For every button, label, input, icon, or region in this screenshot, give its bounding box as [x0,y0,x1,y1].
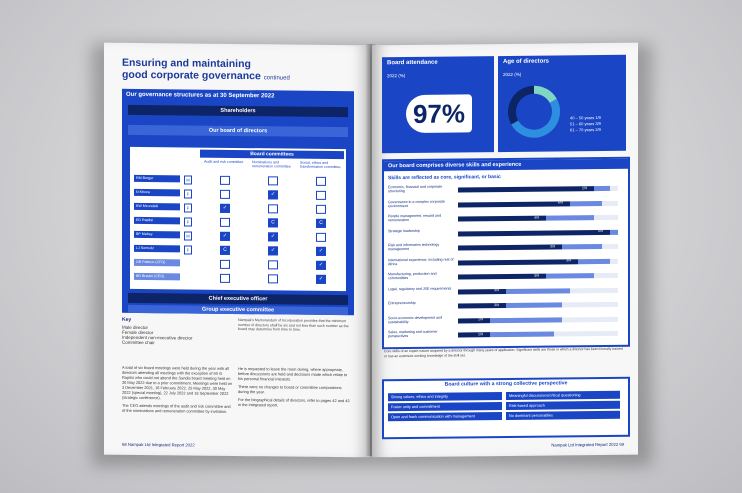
board-of-directors-bar: Our board of directors [128,125,348,137]
skill-value-label: 1/9 [478,331,483,336]
body-paragraph: The CEO attends meetings of the audit and risk committee and of the nominations and remuneration committee by invitation. [122,402,231,414]
skills-panel [382,157,630,350]
col-nominations: Nominations and remuneration committee [252,160,291,169]
director-name: BR Bravim (CEO) [134,273,180,280]
skill-name: Sales, marketing and customer perspectives [388,329,438,339]
attendance-heading: Board attendance [387,59,438,67]
skill-bar-track [458,287,618,294]
skill-row [388,270,620,284]
skill-row [388,226,620,240]
skill-core-bar [458,259,578,265]
skill-row [388,255,620,269]
gender-tag: M [184,175,192,184]
committee-cell [268,204,278,213]
skill-significant-bar [610,229,618,234]
body-paragraph: He is requested to leave the room during, where appropriate, before discussions are held and decisions made which relate to his personal financial interests. [238,366,348,382]
body-paragraph: A total of six board meetings were held during the year with all directors attending all meetings with the exception of Mr G Rapitsi who could not attend the Sandia board meeting held on 30 May 2022 due to a prior commitment. Meetings were held on 3 December 2021, 16 February 2022, 25 May 2022, 30 May 2022 (special meeting), 22 July 2022 and 18 September 2022 (strategic conference). [122,364,233,401]
gender-tag: F [184,203,192,212]
director-name: RM Burger [134,175,180,182]
skill-name: Economic, financial and corporate structuring [388,184,443,194]
age-slice [512,90,534,123]
footer-text: Nampak Ltd Integrated Report 2022 [551,441,619,448]
director-row [134,259,342,269]
skill-bar-track [458,258,618,265]
board-attendance-card [382,56,494,153]
committee-cell: ✓ [268,232,278,241]
skill-significant-bar [546,215,594,221]
skill-name: Strategic leadership [388,228,420,233]
attendance-value: 97% [406,94,472,133]
skill-name: Manufacturing, production and commodities [388,271,437,281]
skill-bar-track [458,302,618,309]
skill-core-bar [458,274,546,280]
skill-row [388,328,620,342]
left-footer [122,442,195,448]
age-slice [534,89,553,101]
director-row [134,245,342,255]
committee-cell [316,233,326,242]
key-item: Male director [122,324,149,331]
skill-significant-bar [490,317,562,323]
skill-significant-bar [594,186,610,191]
skill-value-label: 3/9 [550,243,555,249]
committee-cell [316,205,326,214]
structure-heading: Our governance structures as at 30 September 2022 [126,91,275,100]
culture-item: Risk-based approach [506,401,620,410]
skill-name: Entrepreneurship [388,300,416,306]
skill-row [388,241,620,255]
age-slice [515,101,556,134]
board-culture-panel [382,377,630,440]
skill-significant-bar [546,273,594,279]
skill-value-label: 2/9 [582,185,587,190]
governance-structure-panel [122,89,354,315]
skill-bar-track [458,316,618,323]
gender-tag: F [184,189,192,198]
skill-core-bar [458,216,546,222]
body-column-1 [122,365,234,414]
skill-significant-bar [578,258,610,263]
skill-value-label: 3/9 [534,273,539,278]
shareholders-bar: Shareholders [128,105,348,117]
skill-value-label: 6/9 [558,200,563,205]
skill-row [388,313,620,327]
key-heading: Key [122,316,132,323]
skill-significant-bar [490,331,554,337]
age-legend [570,115,601,133]
skill-value-label: 3/9 [494,288,499,293]
key-item: Independent non-executive director [122,334,193,341]
page-number: 69 [619,441,624,447]
skill-bar-track [458,244,618,251]
key-item: Female director [122,329,154,336]
committee-cell: ✓ [268,246,278,255]
age-heading: Age of directors [503,58,550,66]
committee-cell [220,190,230,199]
committee-cell [268,260,278,269]
culture-item: No dominant personalities [506,411,620,420]
col-audit: Audit and risk committee [204,159,244,165]
director-row [134,217,342,227]
committee-cell [220,260,230,269]
skill-row [388,212,620,226]
skills-legend: Skills are reflected as core, significant, or basic [388,174,501,182]
committee-cell: C [268,218,278,227]
skill-name: International experience, including rest of Africa [388,257,454,266]
footnote-text: Nampak's Memorandum of Incorporation provides that the minimum number of directors shall be six and not less than such number as the board may determine from time to time. [238,318,349,332]
committee-cell: ✓ [220,204,230,213]
committee-cell [268,274,278,283]
board-committee-table [130,147,346,291]
director-row [134,203,342,213]
director-name: KW Mzondeki [134,203,180,210]
right-page [372,43,638,458]
skill-row [388,299,620,313]
skills-footnote: Core skills of an expert nature acquired by a director through many years of application. Significant skills are those in which a director has been formally trained or has an extensive working knowledge of the skill set. [384,346,623,358]
committee-cell: C [220,246,230,255]
age-legend-item: 40 – 50 years 1/9 [570,114,601,121]
skill-bar-track [458,200,618,207]
skill-core-bar [458,229,610,236]
director-name: ED Rapitsi [134,217,180,224]
gender-tag: F [184,217,192,226]
skill-bar-track [458,215,618,222]
culture-item: Strong values, ethics and integrity [388,392,502,401]
skill-name: Legal, regulatory and JSE requirements [388,286,452,291]
age-legend-item: 51 – 60 years 3/9 [570,120,601,127]
footer-text: Nampak Ltd Integrated Report 2022 [127,441,195,448]
gender-tag: M [184,231,192,240]
committee-cell [268,176,278,185]
director-name: GB Paleton (CFO) [134,259,180,266]
committee-cell [316,177,326,186]
director-name: LJ Semodz [134,245,180,252]
skill-core-bar [458,186,594,192]
skill-significant-bar [570,200,602,205]
committee-cell: ✓ [316,247,326,256]
key-legend [122,317,232,346]
culture-item: Open and frank communication with management [388,412,502,421]
key-item: Committee chair [122,339,155,346]
skill-significant-bar [506,288,570,294]
left-page [104,43,370,458]
title-line-1: Ensuring and maintaining [122,56,251,71]
age-of-directors-card [498,55,626,152]
skill-bar-track [458,186,618,193]
committee-cell: ✓ [268,190,278,199]
committee-cell: C [316,219,326,228]
skill-name: Socio-economic development and sustainability [388,315,443,324]
body-column-2 [238,366,350,408]
age-donut-chart [506,83,562,140]
title-suffix: continued [263,75,290,82]
committee-cell: ✓ [220,232,230,241]
skill-value-label: 4/9 [534,215,539,220]
skill-name: Risk and information technology management [388,242,440,252]
committee-cell [220,176,230,185]
skill-value-label: 3/9 [566,258,571,263]
skill-name: Governance in a complex corporate environment [388,199,445,208]
skill-core-bar [458,244,562,250]
director-name: BP Mabey [134,231,180,238]
committee-cell [316,191,326,200]
age-sub: 2022 (%) [503,71,522,78]
skill-bar-track [458,331,618,338]
director-row [134,231,342,241]
board-committees-header: Board committees [200,150,344,160]
director-row [134,189,342,199]
culture-item: Foster unity and commitment [388,402,502,411]
skill-value-label: 1/9 [478,317,483,322]
skill-core-bar [458,318,490,323]
right-footer [551,442,624,448]
ceo-bar: Chief executive officer [128,293,348,305]
skill-significant-bar [506,302,562,308]
committee-cell: ✓ [316,275,326,284]
skill-name: People management, reward and remuneration [388,213,442,223]
committee-cell [220,274,230,283]
exec-committee-bar: Group executive committee [128,305,348,315]
director-name: N Khoza [134,189,180,196]
culture-item: Meaningful discussions/critical questioning [506,391,620,400]
skill-row [388,284,620,298]
gender-tag: F [184,245,192,254]
col-social-ethics: Social, ethics and transformation committee [300,160,341,170]
title-line-2: good corporate governance [122,68,261,83]
culture-heading: Board culture with a strong collective perspective [444,380,568,388]
age-legend-item: 61 – 70 years 2/9 [570,126,601,133]
body-paragraph: There were no changes to board or committee compositions during the year. [238,384,342,395]
body-paragraph: For the biographical details of directors, refer to pages 42 and 43 in the integrated report. [238,397,350,408]
skill-core-bar [458,201,570,207]
director-row [134,175,342,185]
page-title [122,57,352,85]
skill-bar-track [458,229,618,236]
skill-row [388,197,620,211]
skill-core-bar [458,332,490,337]
skill-bar-track [458,273,618,280]
skill-value-label: 3/9 [494,302,499,307]
skills-heading: Our board comprises diverse skills and experience [384,159,628,172]
attendance-sub: 2022 (%) [387,73,406,79]
skill-significant-bar [562,244,602,249]
skill-row [388,183,620,197]
committee-cell: ✓ [316,261,326,270]
committee-cell [220,218,230,227]
skill-value-label: 5/9 [598,228,603,234]
director-row [134,273,342,283]
page-number: 68 [122,441,127,447]
